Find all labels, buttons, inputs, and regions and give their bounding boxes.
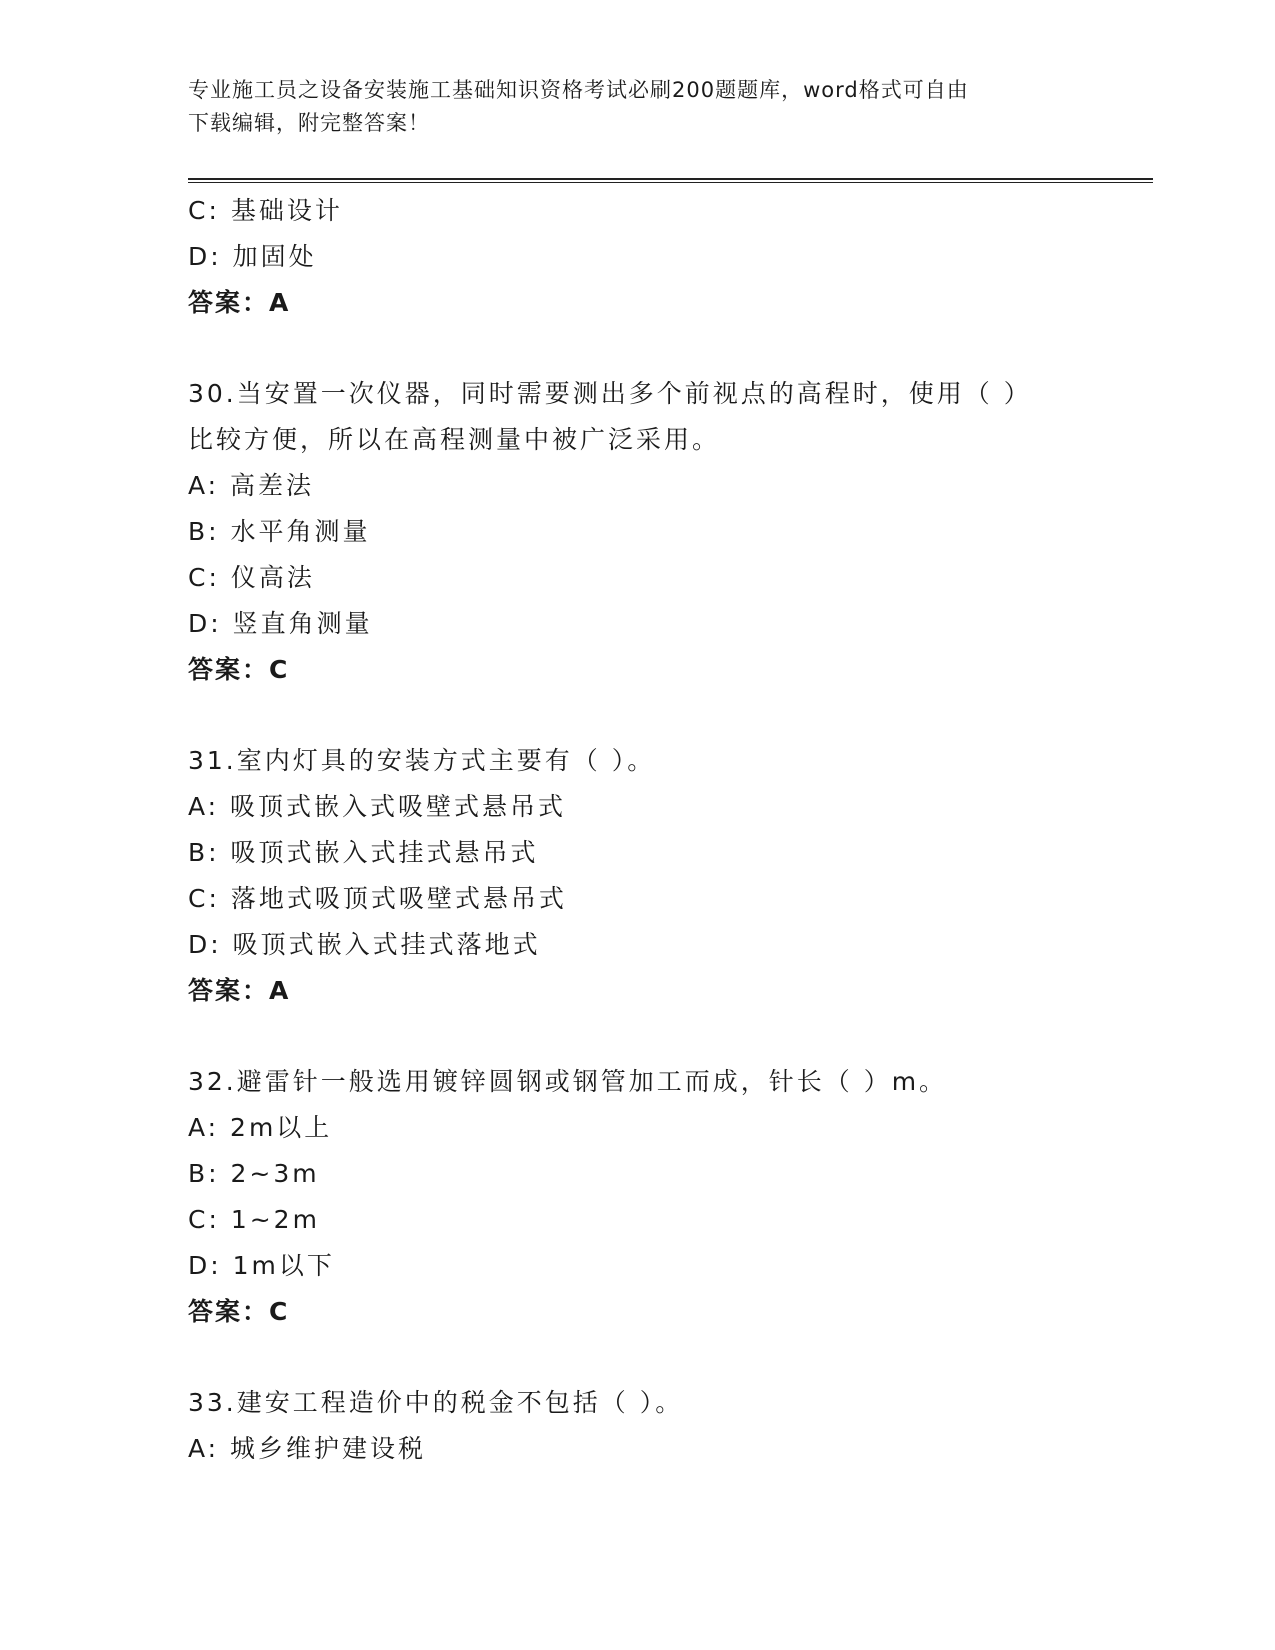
option-b: B: 水平角测量 [188,517,371,546]
answer-label: 答案：C [188,1297,290,1326]
question-block-31 [188,738,1088,1014]
question-stem-continued: 比较方便，所以在高程测量中被广泛采用。 [188,425,721,454]
header-line-2: 下载编辑，附完整答案！ [188,111,430,135]
question-block-30 [188,371,1088,693]
question-stem: 30.当安置一次仪器，同时需要测出多个前视点的高程时，使用（ ） [188,379,1032,408]
option-c: C: 1~2m [188,1205,320,1234]
option-d: D: 吸顶式嵌入式挂式落地式 [188,930,541,959]
option-a: A: 城乡维护建设税 [188,1434,427,1463]
header-line-1: 专业施工员之设备安装施工基础知识资格考试必刷200题题库，word格式可自由 [188,78,969,102]
option-b: B: 吸顶式嵌入式挂式悬吊式 [188,838,539,867]
answer-label: 答案：A [188,288,291,317]
question-stem: 31.室内灯具的安装方式主要有（ ）。 [188,746,656,775]
option-c: C: 基础设计 [188,196,343,225]
answer-label: 答案：C [188,655,290,684]
question-block-32 [188,1059,1088,1335]
option-a: A: 2m以上 [188,1113,333,1142]
option-c: C: 仪高法 [188,563,315,592]
question-block-33 [188,1380,1088,1472]
option-b: B: 2~3m [188,1159,320,1188]
option-a: A: 吸顶式嵌入式吸壁式悬吊式 [188,792,567,821]
option-a: A: 高差法 [188,471,315,500]
answer-label: 答案：A [188,976,291,1005]
document-header [188,74,1068,140]
option-c: C: 落地式吸顶式吸壁式悬吊式 [188,884,567,913]
header-divider [188,178,1153,183]
option-d: D: 竖直角测量 [188,609,373,638]
question-stem: 33.建安工程造价中的税金不包括（ ）。 [188,1388,684,1417]
question-list [188,188,1088,1472]
option-d: D: 加固处 [188,242,317,271]
question-stem: 32.避雷针一般选用镀锌圆钢或钢管加工而成，针长（ ）m。 [188,1067,948,1096]
question-block-29 [188,188,1088,326]
option-d: D: 1m以下 [188,1251,335,1280]
